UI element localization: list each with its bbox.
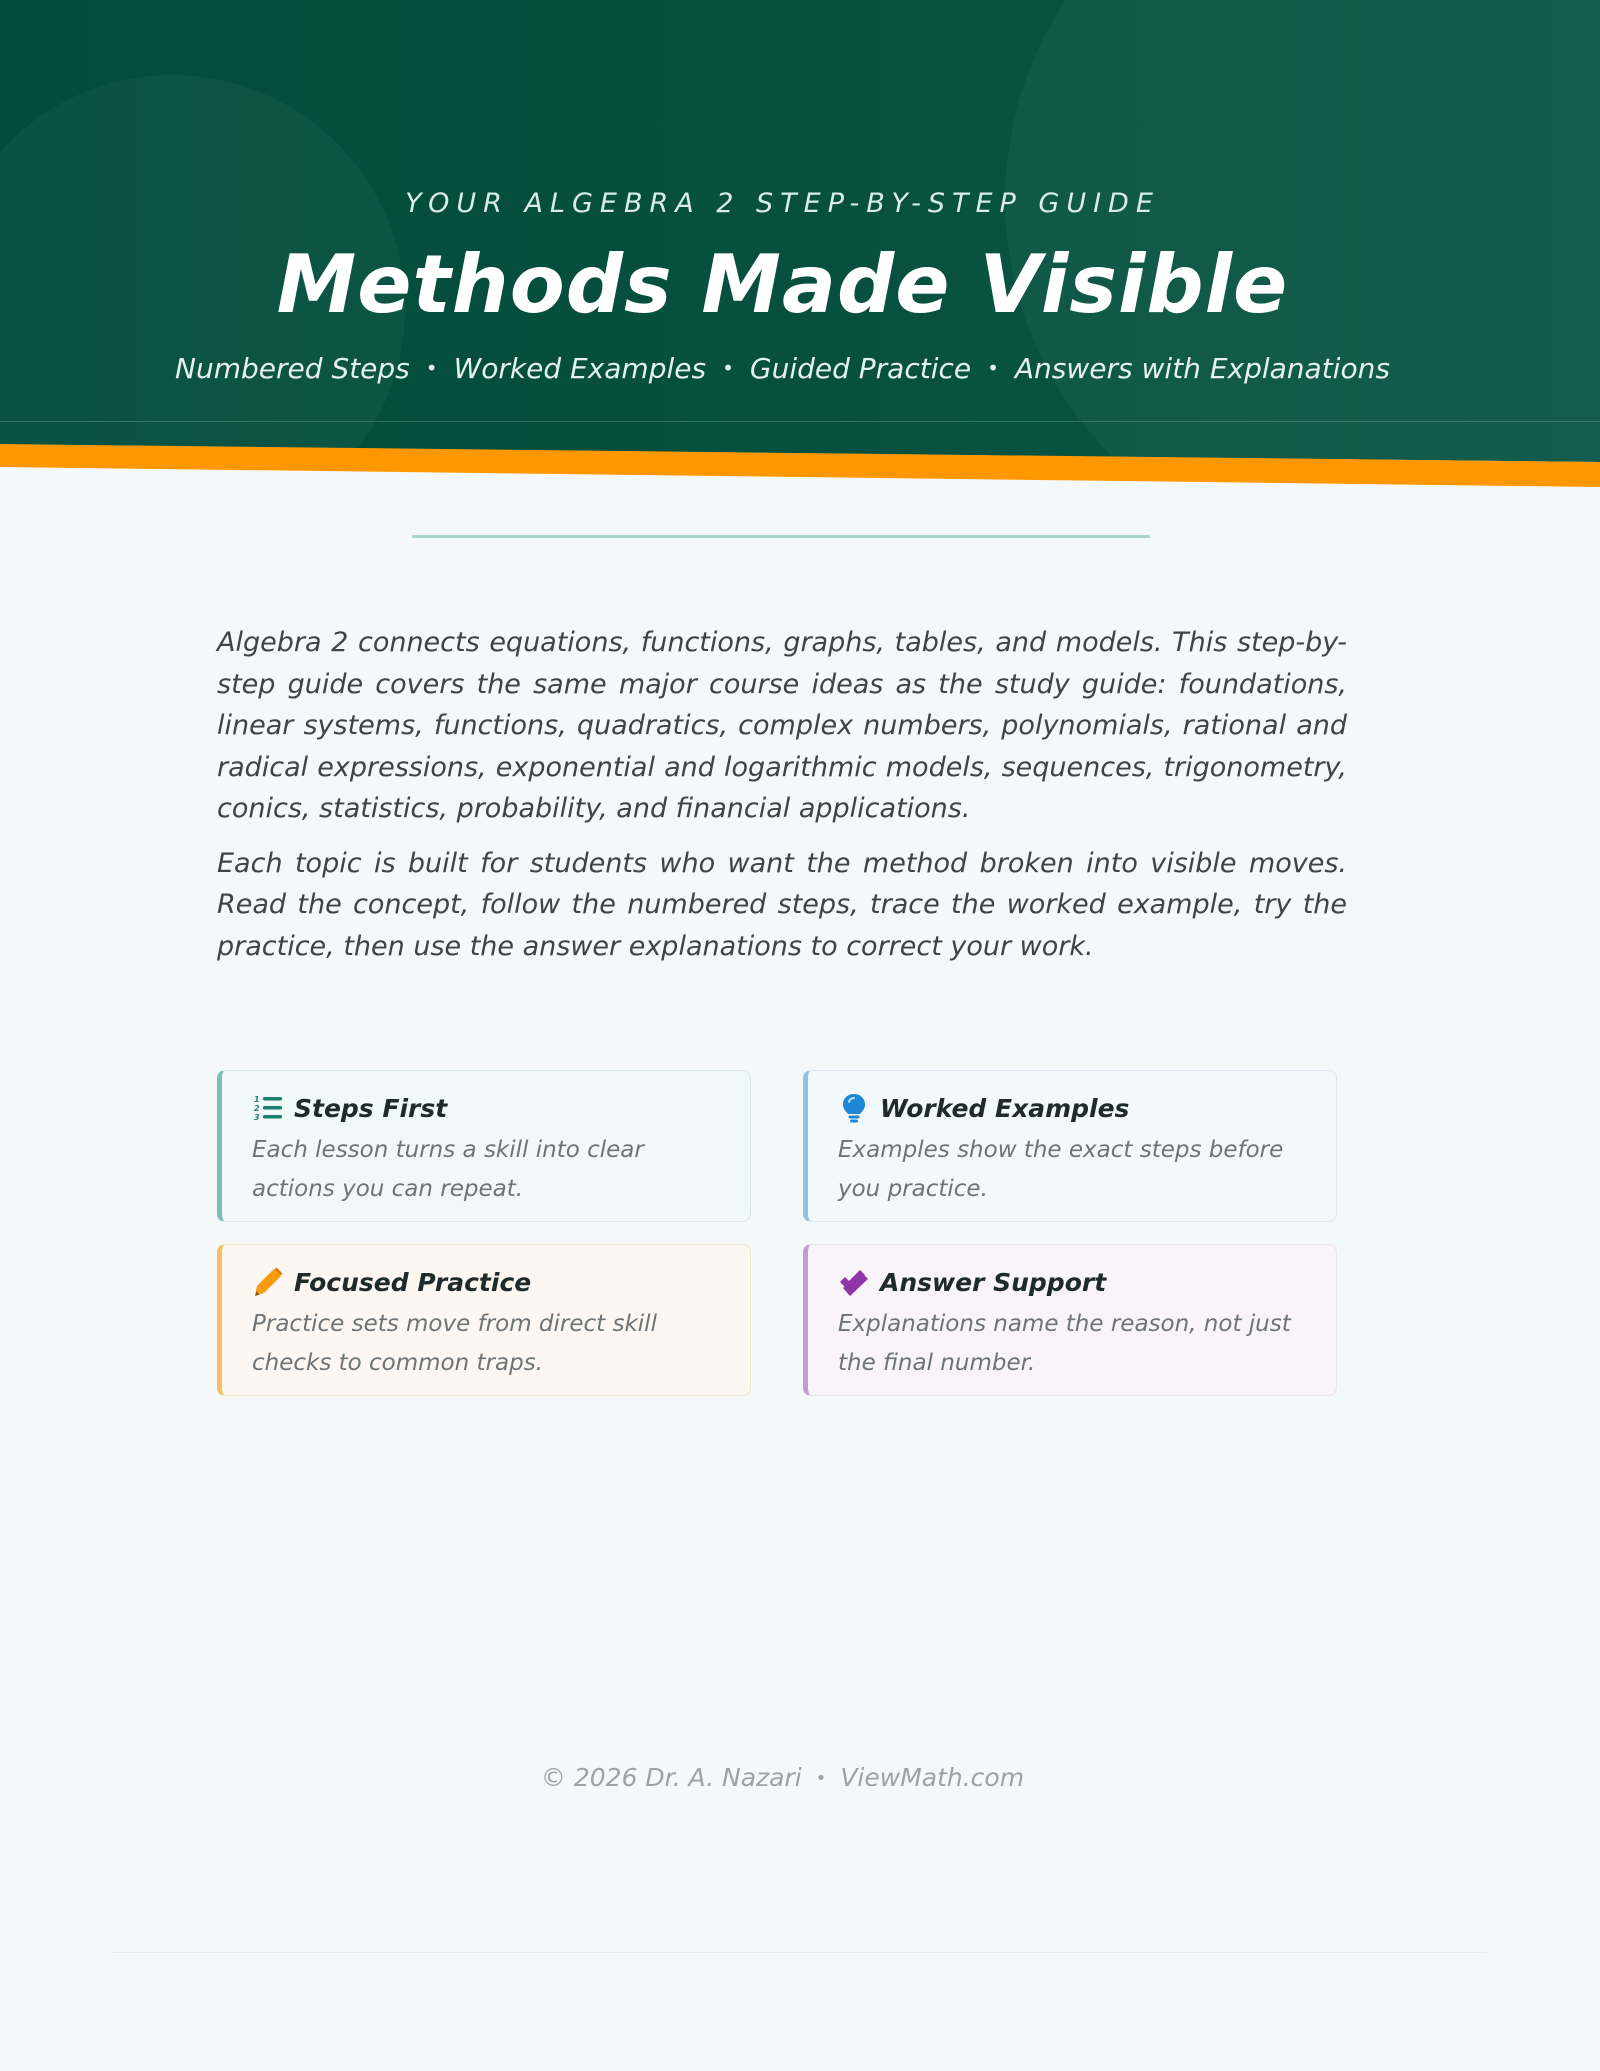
card-description: Explanations name the reason, not just the final number. [838, 1311, 1291, 1376]
feature-answers: Answers with Explanations [1014, 352, 1390, 385]
double-check-icon [838, 1266, 870, 1298]
section-divider [412, 535, 1150, 538]
list-ol-icon [252, 1092, 284, 1124]
feature-separator: • [425, 356, 438, 380]
page-footer [0, 1763, 1565, 1792]
card-focused-practice [217, 1244, 751, 1396]
intro-text [217, 622, 1347, 980]
card-steps-first [217, 1070, 751, 1222]
feature-numbered-steps: Numbered Steps [175, 352, 410, 385]
card-answer-support [803, 1244, 1337, 1396]
copyright-text: © 2026 Dr. A. Nazari [540, 1763, 802, 1792]
card-title: Worked Examples [880, 1093, 1130, 1123]
intro-paragraph-1: Algebra 2 connects equations, functions, graphs, tables, and models. This step-by-step guide covers the same major course ideas as the study guide: foundations, linear systems, functions, quadratics, complex numbers, polynomials, rational and radical expressions, exponential and logarithmic models, sequences, trigonometry, conics, statistics, probability, and financial applications. [217, 627, 1347, 824]
guide-kicker: YOUR ALGEBRA 2 STEP-BY-STEP GUIDE [405, 188, 1160, 219]
lightbulb-icon [838, 1092, 870, 1124]
card-description: Examples show the exact steps before you practice. [838, 1137, 1284, 1202]
feature-separator: • [987, 356, 999, 380]
intro-paragraph-2: Each topic is built for students who want the method broken into visible moves. Read the concept, follow the numbered steps, trace the worked example, try the practice, then use the answer explanations to correct your work. [217, 847, 1347, 962]
page-title: Methods Made Visible [276, 238, 1289, 331]
card-description: Each lesson turns a skill into clear actions you can repeat. [252, 1137, 644, 1202]
header-banner [0, 0, 1600, 490]
pencil-icon [252, 1266, 284, 1298]
feature-separator: • [722, 356, 734, 380]
card-worked-examples [803, 1070, 1337, 1222]
site-link[interactable]: ViewMath.com [840, 1763, 1025, 1792]
svg-text:1: 1 [254, 1095, 260, 1104]
footer-divider-line [112, 1952, 1487, 1953]
feature-list [0, 352, 1565, 385]
svg-text:2: 2 [254, 1104, 260, 1113]
feature-guided-practice: Guided Practice [749, 352, 972, 385]
card-title: Steps First [294, 1093, 448, 1123]
card-title: Focused Practice [294, 1267, 532, 1297]
header-divider-line [0, 421, 1600, 422]
footer-separator: • [815, 1768, 827, 1789]
feature-worked-examples: Worked Examples [453, 352, 707, 385]
card-title: Answer Support [880, 1267, 1107, 1297]
svg-text:3: 3 [254, 1113, 260, 1122]
card-description: Practice sets move from direct skill checks to common traps. [252, 1311, 657, 1376]
